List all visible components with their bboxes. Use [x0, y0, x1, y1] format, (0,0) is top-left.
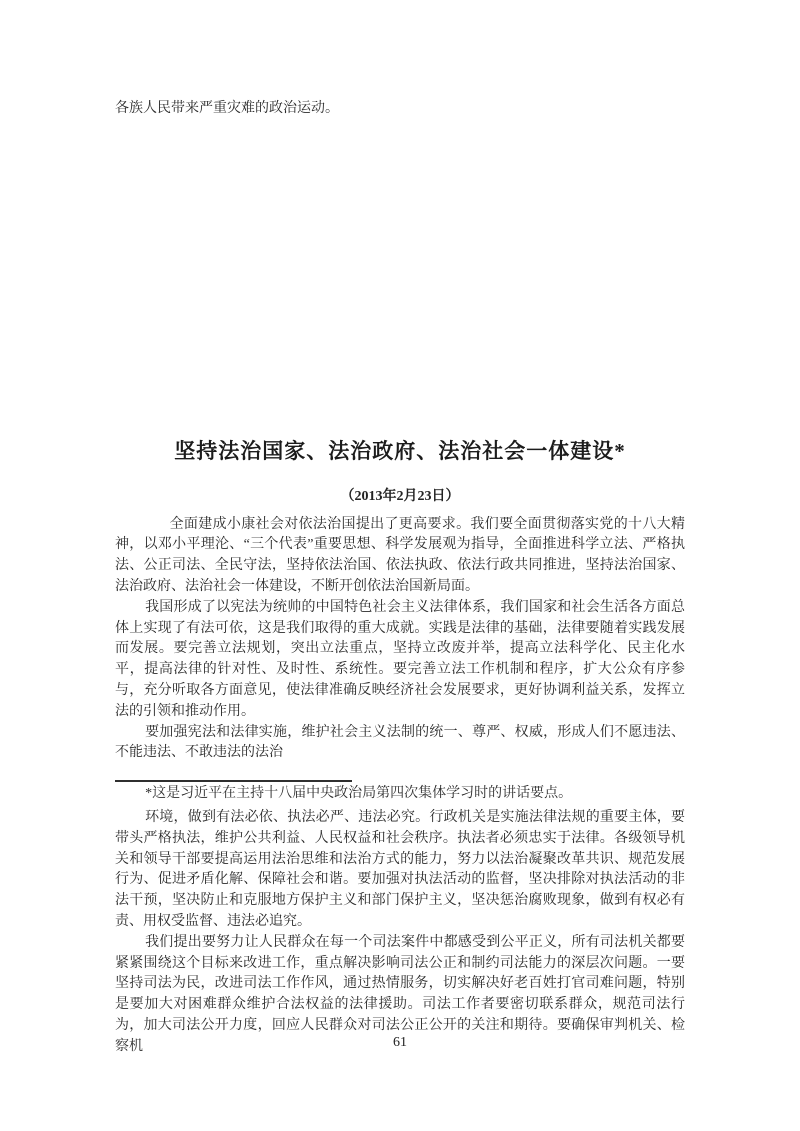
article-title: 坚持法治国家、法治政府、法治社会一体建设*: [174, 438, 626, 463]
body-paragraph-continued: 环境，做到有法必依、执法必严、违法必究。行政机关是实施法律法规的重要主体，要带头严格执法，维护公共利益、人民权益和社会秩序。执法者必须忠实于法律。各级领导机关和领导干部要提高运用法治思维和法治方式的能力，努力以法治凝聚改革共识、规范发展行为、促进矛盾化解、保障社会和谐。要加强对执法活动的监督，坚决排除对执法活动的非法干预，坚决防止和克服地方保护主义和部门保护主义，坚决惩治腐败现象，做到有权必有责、用权受监督、违法必追究。: [115, 809, 685, 929]
footnote-text: *这是习近平在主持十八届中央政治局第四次集体学习时的讲话要点。: [145, 786, 573, 802]
text-column: [115, 0, 685, 1058]
article-date: （2013年2月23日）: [340, 488, 460, 504]
page-number: 61: [393, 1035, 407, 1050]
body-paragraph-continued: 我们提出要努力让人民群众在每一个司法案件中都感受到公平正义，所有司法机关都要紧紧围绕这个目标来改进工作，重点解决影响司法公正和制约司法能力的深层次问题。一要坚持司法为民，改进司法工作作风，通过热情服务，切实解决好老百姓打官司难问题，特别是要加大对困难群众维护合法权益的法律援助。司法工作者要密切联系群众，规范司法行为，加大司法公开力度，回应人民群众对司法公正公开的关注和期待。要确保审判机关、检察机: [115, 934, 685, 1054]
body-paragraph: 我国形成了以宪法为统帅的中国特色社会主义法律体系，我们国家和社会生活各方面总体上实现了有法可依，这是我们取得的重大成就。实践是法律的基础，法律要随着实践发展而发展。要完善立法规划，突出立法重点，坚持立改废并举，提高立法科学化、民主化水平，提高法律的针对性、及时性、系统性。要完善立法工作机制和程序，扩大公众有序参与，充分听取各方面意见，使法律准确反映经济社会发展要求，更好协调利益关系，发挥立法的引领和推动作用。: [115, 599, 685, 719]
continuation-from-previous-page: 各族人民带来严重灾难的政治运动。: [115, 101, 339, 116]
footnote-separator-rule: [115, 780, 352, 782]
body-paragraph: 要加强宪法和法律实施，维护社会主义法制的统一、尊严、权威，形成人们不愿违法、不能违法、不敢违法的法治: [115, 724, 685, 761]
body-paragraph: 全面建成小康社会对依法治国提出了更高要求。我们要全面贯彻落实党的十八大精神，以邓小平理沦、“三个代表”重要思想、科学发展观为指导，全面推进科学立法、严格执法、公正司法、全民守法，坚持依法治国、依法执政、依法行政共同推进，坚持法治国家、法治政府、法治社会一体建设，不断开创依法治国新局面。: [115, 516, 685, 594]
